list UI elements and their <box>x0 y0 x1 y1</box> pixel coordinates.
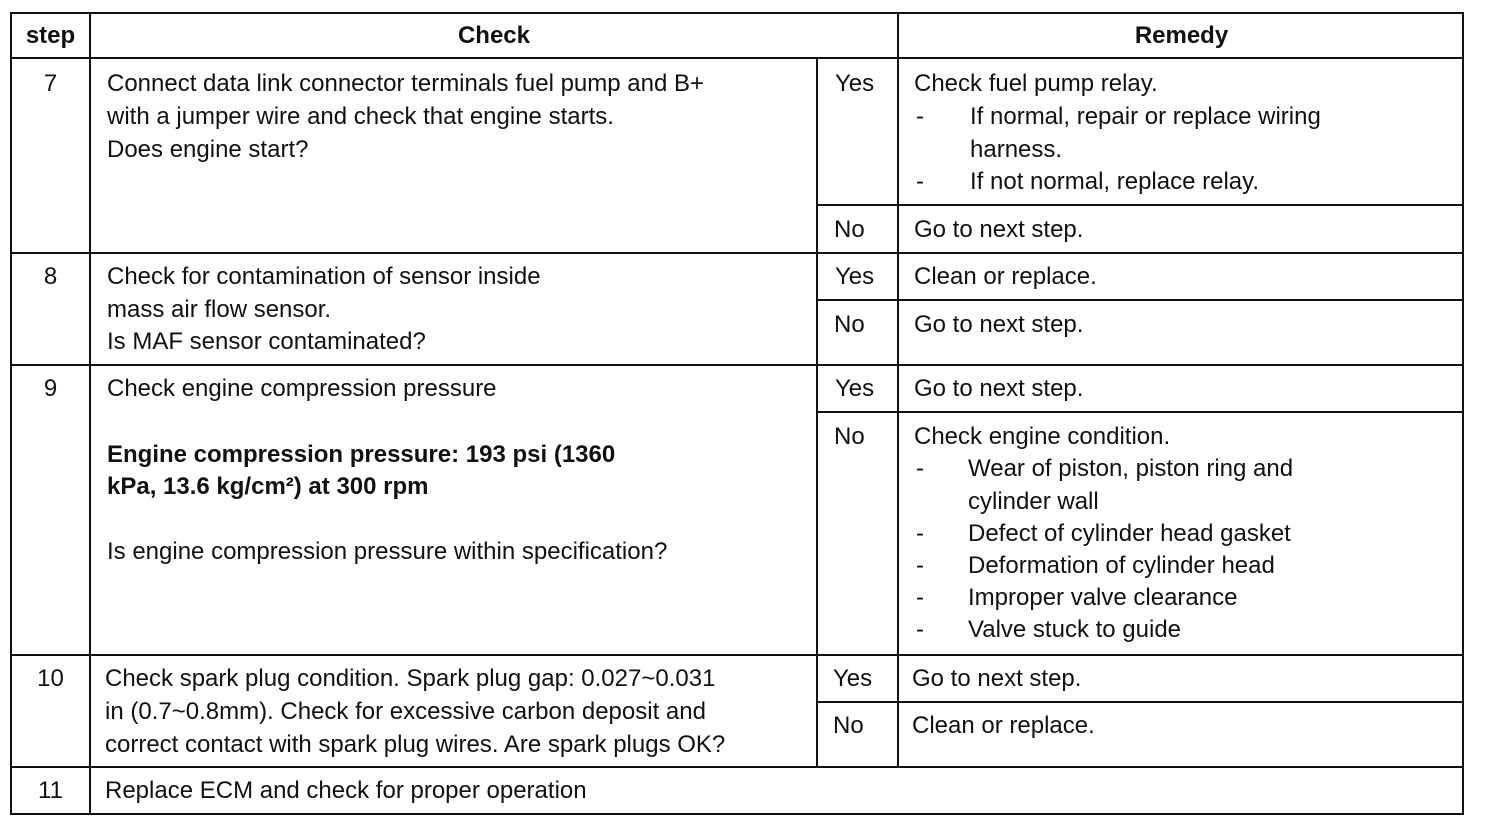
spec-text-line: kPa, 13.6 kg/cm²) at 300 rpm <box>107 473 429 500</box>
yes-label: Yes <box>833 665 873 692</box>
col-divider-yesno <box>816 59 818 768</box>
row-divider-9 <box>10 654 1464 656</box>
yes-label: Yes <box>835 263 875 290</box>
bullet-dash: - <box>916 520 924 547</box>
bullet-text: Deformation of cylinder head <box>968 552 1275 579</box>
check-text-line: Check engine compression pressure <box>107 375 497 402</box>
check-text-line: Check for contamination of sensor inside <box>107 263 541 290</box>
row-divider-header <box>10 57 1464 59</box>
header-step: step <box>25 22 76 49</box>
check-text-line: with a jumper wire and check that engine starts. <box>107 103 614 130</box>
check-text-line: Check spark plug condition. Spark plug gap: 0.027~0.031 <box>105 665 716 692</box>
header-remedy: Remedy <box>1134 22 1229 49</box>
no-label: No <box>834 216 865 243</box>
check-text-line: in (0.7~0.8mm). Check for excessive carbon deposit and <box>105 698 706 725</box>
check-text-line: correct contact with spark plug wires. Are spark plugs OK? <box>105 731 726 758</box>
yes-label: Yes <box>835 375 875 402</box>
bullet-dash: - <box>916 455 924 482</box>
row-divider-7-inner <box>816 204 1464 206</box>
check-text-line: Is MAF sensor contaminated? <box>107 328 426 355</box>
check-question: Is engine compression pressure within specification? <box>107 538 668 565</box>
bullet-dash: - <box>916 552 924 579</box>
header-check: Check <box>457 22 531 49</box>
step-number: 10 <box>37 665 64 692</box>
remedy-text: Clean or replace. <box>914 263 1097 290</box>
check-text-line: Replace ECM and check for proper operation <box>105 777 587 804</box>
bullet-dash: - <box>916 168 924 195</box>
row-divider-9-inner <box>816 411 1464 413</box>
yes-label: Yes <box>835 70 875 97</box>
bullet-text: If normal, repair or replace wiring <box>970 103 1321 130</box>
remedy-text: Check engine condition. <box>914 423 1171 450</box>
bullet-dash: - <box>916 584 924 611</box>
bullet-text: Valve stuck to guide <box>968 616 1182 643</box>
remedy-text: Go to next step. <box>914 216 1084 243</box>
bullet-text: cylinder wall <box>968 488 1099 515</box>
bullet-text: Defect of cylinder head gasket <box>968 520 1291 547</box>
bullet-dash: - <box>916 103 924 130</box>
bullet-text: Improper valve clearance <box>968 584 1238 611</box>
step-number: 11 <box>38 777 63 804</box>
bullet-text: If not normal, replace relay. <box>970 168 1260 195</box>
no-label: No <box>834 311 865 338</box>
remedy-text: Go to next step. <box>914 311 1084 338</box>
check-text-line: Connect data link connector terminals fuel pump and B+ <box>107 70 705 97</box>
row-divider-10 <box>10 766 1464 768</box>
no-label: No <box>833 712 864 739</box>
bullet-text: harness. <box>970 136 1063 163</box>
no-label: No <box>834 423 865 450</box>
step-number: 7 <box>43 70 58 97</box>
bullet-dash: - <box>916 616 924 643</box>
check-text-line: mass air flow sensor. <box>107 296 332 323</box>
row-divider-8 <box>10 364 1464 366</box>
step-number: 8 <box>43 263 58 290</box>
spec-text-line: Engine compression pressure: 193 psi (1360 <box>107 441 616 468</box>
col-divider-step <box>89 12 91 815</box>
row-divider-10-inner <box>816 701 1464 703</box>
remedy-text: Go to next step. <box>912 665 1082 692</box>
row-divider-8-inner <box>816 299 1464 301</box>
check-text-line: Does engine start? <box>107 136 309 163</box>
step-number: 9 <box>43 375 58 402</box>
remedy-text: Clean or replace. <box>912 712 1095 739</box>
remedy-text: Check fuel pump relay. <box>914 70 1158 97</box>
bullet-text: Wear of piston, piston ring and <box>968 455 1294 482</box>
remedy-text: Go to next step. <box>914 375 1084 402</box>
row-divider-7 <box>10 252 1464 254</box>
